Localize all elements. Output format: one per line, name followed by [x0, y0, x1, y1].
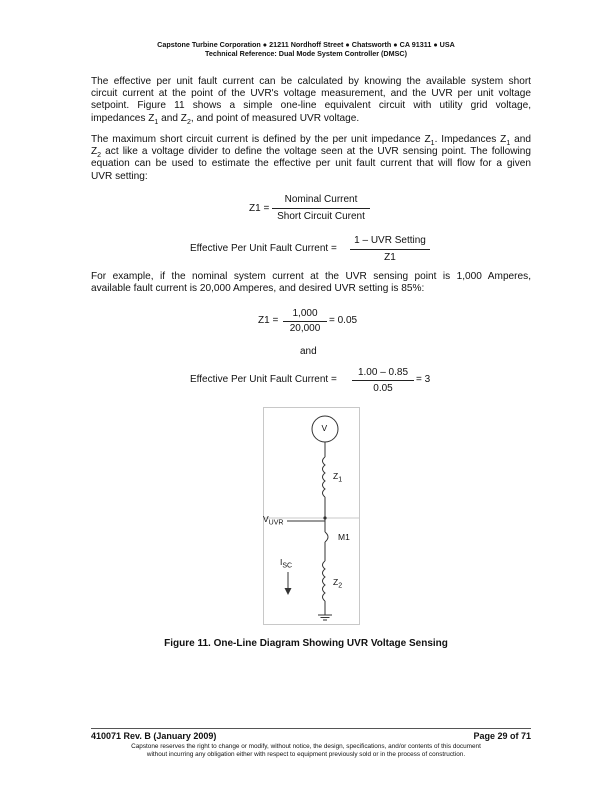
p2-line-3: equation can be used to estimate the effective per unit fault current that will flow for a given — [91, 158, 531, 170]
paragraph-2 — [91, 134, 531, 183]
m1-label: M1 — [338, 532, 350, 542]
eq1-numerator: Nominal Current — [284, 194, 358, 205]
footer-rule — [91, 728, 531, 729]
isc-label: $I_{SC}$ — [280, 557, 293, 570]
p2-line-1: The maximum short circuit current is defined by the per unit impedance $Z_1$. Impedances $Z_1$ and — [91, 134, 531, 148]
eq1-lhs: Z1 = — [249, 203, 270, 214]
impedance-z2-coil — [323, 561, 326, 601]
eq3-lhs: Z1 = — [258, 315, 279, 326]
eq2-fraction-bar — [350, 249, 430, 250]
paragraph-1 — [91, 76, 531, 125]
p1-line-1: The effective per unit fault current can be calculated by knowing the available system short — [91, 76, 531, 87]
p1-line-4: impedances $Z_1$ and $Z_2$, and point of measured UVR voltage. — [91, 112, 360, 126]
header-company-line: Capstone Turbine Corporation ● 21211 Nordhoff Street ● Chatsworth ● CA 91311 ● USA — [157, 40, 455, 49]
eq1-fraction-bar — [272, 208, 370, 209]
eq4-numerator: 1.00 – 0.85 — [357, 367, 409, 378]
eq3-fraction-bar — [283, 321, 327, 322]
eq4-lhs: Effective Per Unit Fault Current = — [190, 374, 337, 385]
figure-caption: Figure 11. One-Line Diagram Showing UVR Voltage Sensing — [164, 638, 448, 649]
p2-line-2: $Z_2$ act like a voltage divider to define the voltage seen at the UVR sensing point. The following — [91, 146, 531, 160]
eq2-numerator: 1 – UVR Setting — [354, 235, 426, 246]
eq1-denominator: Short Circuit Curent — [277, 211, 365, 222]
footer-document-number: 410071 Rev. B (January 2009) — [91, 731, 217, 741]
p1-line-3: setpoint. Figure 11 shows a simple one-line equivalent circuit with utility grid voltage, — [91, 100, 531, 112]
eq4-fraction-bar — [352, 380, 414, 381]
eq2-denominator: Z1 — [384, 252, 396, 263]
vuvr-label: $V_{UVR}$ — [263, 514, 284, 527]
header-reference-line: Technical Reference: Dual Mode System Controller (DMSC) — [205, 49, 407, 58]
eq2-lhs: Effective Per Unit Fault Current = — [190, 243, 337, 254]
footer-page-number: Page 29 of 71 — [473, 731, 531, 741]
p1-line-2: circuit current at the point of the UVR's voltage measurement, and the UVR per unit voltage — [91, 88, 531, 100]
one-line-diagram — [263, 407, 360, 625]
impedance-z1-coil — [323, 457, 326, 497]
z2-label: $Z_2$ — [333, 577, 343, 590]
and-text: and — [300, 346, 317, 357]
footer-disclaimer-line-2: without incurring any obligation either with respect to equipment previously sold or in the process of construction. — [146, 751, 466, 758]
eq3-result: = 0.05 — [329, 315, 358, 326]
p2-line-4: UVR setting: — [91, 170, 148, 182]
eq3-denominator: 20,000 — [289, 323, 321, 334]
voltage-source-label: V — [321, 423, 328, 433]
motor-m1-coil — [325, 532, 328, 542]
p3-line-2: available fault current is 20,000 Amperes, and desired UVR setting is 85%: — [91, 283, 425, 295]
p3-line-1: For example, if the nominal system current at the UVR sensing point is 1,000 Amperes, — [91, 271, 531, 282]
eq4-denominator: 0.05 — [373, 383, 393, 394]
fault-current-arrowhead — [285, 588, 292, 595]
z1-label: $Z_1$ — [333, 471, 343, 484]
footer-disclaimer-line-1: Capstone reserves the right to change or modify, without notice, the design, specifications, and/or contents of this document — [131, 743, 481, 750]
eq3-numerator: 1,000 — [292, 308, 318, 319]
eq4-result: = 3 — [416, 374, 431, 385]
paragraph-3 — [91, 271, 531, 295]
ground-symbol — [318, 615, 332, 620]
